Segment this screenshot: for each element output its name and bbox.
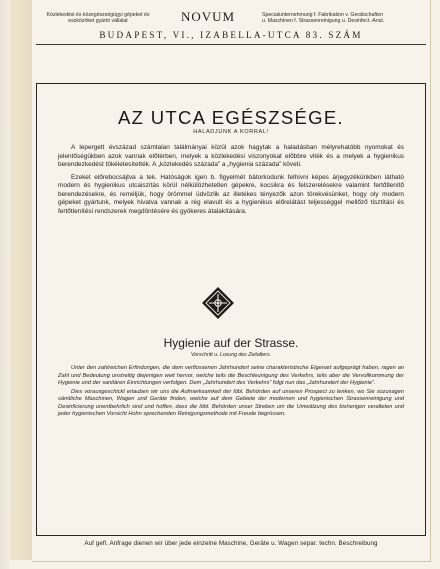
letterhead-hungarian-description <box>42 12 154 25</box>
letterhead <box>36 4 426 46</box>
german-paragraph: Unter den zahlreichen Erfindungen, die dem verflossenen Jahrhundert seine charakteristische Eigenart aufgeprägt haben, ragen an Zahl und Bedeutung unstreitig diejenigen weit hervor, welche teils die Beschleunigung des Verkehrs, teils aber die Vervollkommung der Hygienie und der sanitären Einrichtungen verfolgen. Dem „Jahrhundert des Verkehrs” folgt nun das „Jahrhundert der Hygienie”. <box>58 365 404 387</box>
hungarian-body <box>58 144 404 220</box>
letterhead-right-line: Specialunternehmung f. Fabrikation v. Gerätschaften <box>262 12 384 18</box>
letterhead-divider <box>36 44 426 45</box>
hungarian-paragraph: A lepergett évszázad számtalan találmányai közül azok hagytak a haladásban mélyrehatóbb nyomokat és jelentőségükben azok vannak előtérben, melyek a közlekedési viszonyokat előbbre viték és a melyek a hygienikus berendezkedést tökéletesítették. A „közlekedés százada” a „hygienia százada” követi. <box>58 144 404 169</box>
german-title: Hygienie auf der Strasse. <box>163 336 299 350</box>
letterhead-left-line: Közlekedési és közegészségügyi gépeket és <box>46 12 150 18</box>
letterhead-german-description <box>262 12 412 25</box>
letterhead-left-line: eszközöket gyártó vállalat <box>68 18 128 25</box>
binding-strip <box>10 0 33 560</box>
page-edge-shadow <box>0 0 10 569</box>
company-logo: NOVUM <box>180 9 236 24</box>
german-paragraph: Dies vorausgeschickt erlauben wir uns die Aufmerksamkeit der löbl. Behörden auf unseren Prospect zu lenken, wo Sie sozusagen sämtliche Maschinen, Wagen und Geräte finden, welche auf dem Gebiete der modernen und hygienischen Strassenreinigung und Desinficierung unentbehrlich sind und hoffen, dass die löbl. Behörden unser Streben um die Umwälzung des bisherigen veralteten und jeder hygienischen Vorsicht Hohn sprechenden Reinigungsmethode mit Freude begrüssen. <box>58 388 404 418</box>
hungarian-paragraph: Ezeket előrebocsájtva a tek. Hatóságok igen b. figyelmét bátorkodunk felhívni képes árjegyzékünkben látható modern és hygienikus utcaiszítás körül nélkülözhetetlen gépekre, kocsikra és felszerelésekre valamint fertőtlenítő berendezésekre, és reméljük, hogy örömmel üdvözlik az illetékes tényezők azon törekvésünket, hogy oly modern gépeket gyártunk, melyek hivatva vannak a rég elavult és a hygienikus előrelátást teljességgel mellőző tisztítási és fertőtlenítési rendszerek megdöntésére és gyökeres átalakítására. <box>58 173 404 215</box>
hungarian-title: AZ UTCA EGÉSZSÉGE. <box>118 107 344 128</box>
hungarian-subtitle: HALADJUNK A KORRAL! <box>193 129 269 135</box>
german-subtitle: Vorschritt u. Losung des Zeitalters. <box>191 352 271 358</box>
company-address: BUDAPEST, VI., IZABELLA-UTCA 83. SZÁM <box>99 30 363 40</box>
letterhead-right-line: u. Maschinen f. Strassenreinigung u. Desinfect.-Anst. <box>262 18 385 25</box>
footer-note: Auf gefl. Anfrage dienen wir über jede einzelne Maschine, Geräte u. Wagen separ. techn. Beschreibung <box>84 540 378 547</box>
novum-diamond-emblem-icon <box>202 287 234 319</box>
german-body <box>58 365 404 420</box>
